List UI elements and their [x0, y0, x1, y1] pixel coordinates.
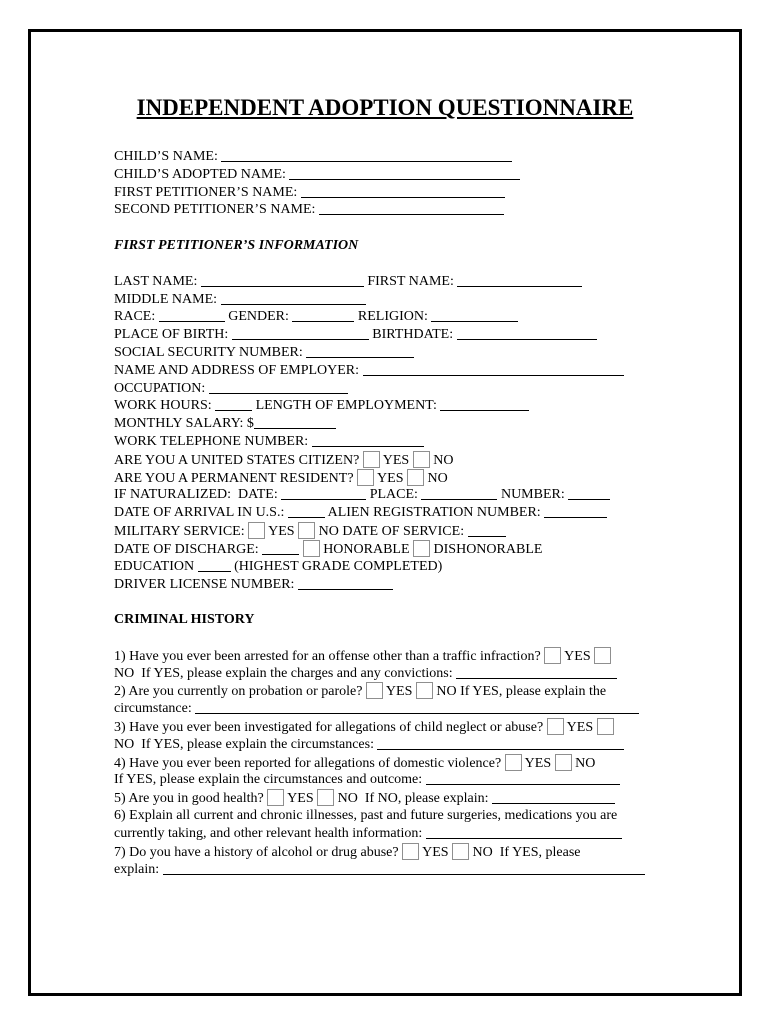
no-label: NO [472, 844, 493, 860]
race-field[interactable] [159, 321, 225, 322]
q4-followup-row [114, 771, 645, 789]
yes-label: YES [377, 470, 404, 486]
date-of-service-field[interactable] [468, 536, 506, 537]
permanent-resident-no-checkbox[interactable] [407, 469, 424, 486]
no-label: NO [433, 452, 454, 468]
us-citizen-yes-checkbox[interactable] [363, 451, 380, 468]
monthly-salary-field[interactable] [254, 428, 336, 429]
q5-followup-text: If NO, please explain: [364, 791, 489, 807]
discharge-honorable-checkbox[interactable] [303, 540, 320, 557]
last-name-field[interactable] [201, 286, 364, 287]
occupation-label: OCCUPATION: [114, 380, 206, 396]
childs-adopted-name-row [114, 166, 645, 184]
discharge-dishonorable-checkbox[interactable] [413, 540, 430, 557]
work-telephone-field[interactable] [312, 446, 424, 447]
us-citizen-no-checkbox[interactable] [413, 451, 430, 468]
q1-no-checkbox[interactable] [594, 647, 611, 664]
q1-explanation-field[interactable] [456, 678, 617, 679]
q4-yes-checkbox[interactable] [505, 754, 522, 771]
q4-no-checkbox[interactable] [555, 754, 572, 771]
education-note: (HIGHEST GRADE COMPLETED) [234, 558, 443, 574]
q4-text: 4) Have you ever been reported for allegations of domestic violence? [114, 755, 502, 771]
q2-text: 2) Are you currently on probation or parole? [114, 684, 363, 700]
place-of-birth-field[interactable] [232, 339, 369, 340]
us-citizen-row [114, 451, 645, 469]
no-label: NO [436, 684, 457, 700]
q4-explanation-field[interactable] [426, 784, 620, 785]
dishonorable-label: DISHONORABLE [433, 541, 543, 557]
yes-label: YES [287, 791, 314, 807]
q6-row [114, 807, 645, 825]
arrival-row [114, 504, 645, 522]
permanent-resident-yes-checkbox[interactable] [357, 469, 374, 486]
naturalized-date-label: IF NATURALIZED: DATE: [114, 487, 278, 503]
no-label: NO [427, 470, 448, 486]
yes-label: YES [268, 524, 295, 540]
q2-yes-checkbox[interactable] [366, 682, 383, 699]
q2-followup-cont-text: circumstance: [114, 701, 192, 717]
birth-row [114, 326, 645, 344]
q5-explanation-field[interactable] [492, 803, 615, 804]
q3-yes-checkbox[interactable] [547, 718, 564, 735]
education-field[interactable] [198, 571, 231, 572]
q5-text: 5) Are you in good health? [114, 791, 264, 807]
form-body [114, 148, 645, 878]
date-of-arrival-label: DATE OF ARRIVAL IN U.S.: [114, 505, 285, 521]
q1-followup-row [114, 665, 645, 683]
honorable-label: HONORABLE [323, 541, 410, 557]
q6-cont-text: currently taking, and other relevant health information: [114, 825, 423, 841]
military-service-no-checkbox[interactable] [298, 522, 315, 539]
occupation-field[interactable] [209, 393, 348, 394]
alien-registration-field[interactable] [544, 517, 607, 518]
q6-text: 6) Explain all current and chronic illnesses, past and future surgeries, medications you are [114, 808, 618, 824]
education-row [114, 558, 645, 576]
yes-label: YES [566, 720, 594, 735]
middle-name-field[interactable] [221, 304, 366, 305]
q7-row [114, 843, 645, 861]
monthly-salary-label: MONTHLY SALARY: $ [114, 416, 254, 432]
alien-registration-label: ALIEN REGISTRATION NUMBER: [327, 505, 541, 521]
yes-label: YES [524, 755, 552, 771]
work-telephone-label: WORK TELEPHONE NUMBER: [114, 434, 309, 449]
childs-adopted-name-label: CHILD’S ADOPTED NAME: [114, 166, 286, 182]
no-label: NO [337, 791, 358, 807]
q3-explanation-field[interactable] [377, 749, 624, 750]
q1-text: 1) Have you ever been arrested for an offense other than a traffic infraction? [114, 648, 541, 664]
driver-license-row [114, 576, 645, 594]
yes-label: YES [382, 452, 410, 468]
q5-no-checkbox[interactable] [317, 789, 334, 806]
military-service-row [114, 522, 645, 540]
birthdate-label: BIRTHDATE: [372, 327, 454, 343]
gender-field[interactable] [292, 321, 354, 322]
q3-row [114, 718, 645, 736]
first-petitioner-name-label: FIRST PETITIONER’S NAME: [114, 184, 298, 200]
q2-row [114, 682, 645, 700]
religion-label: RELIGION: [357, 309, 428, 325]
q1-row [114, 647, 645, 665]
second-petitioner-name-field[interactable] [319, 214, 504, 215]
q7-text: 7) Do you have a history of alcohol or drug abuse? [114, 844, 399, 860]
q2-explanation-field[interactable] [195, 713, 639, 714]
naturalized-number-field[interactable] [568, 499, 610, 500]
no-label: NO [114, 665, 135, 681]
first-petitioner-heading: FIRST PETITIONER’S INFORMATION [114, 238, 359, 254]
naturalized-date-field[interactable] [281, 499, 366, 500]
no-label: NO [318, 524, 339, 540]
name-row [114, 273, 645, 291]
q7-explanation-field[interactable] [163, 874, 645, 875]
place-of-birth-label: PLACE OF BIRTH: [114, 327, 229, 343]
q2-followup-text: If YES, please explain the [460, 684, 607, 700]
naturalized-number-label: NUMBER: [500, 487, 565, 503]
q6-followup-row [114, 825, 645, 843]
permanent-resident-label: ARE YOU A PERMANENT RESIDENT? [114, 470, 354, 486]
q4-row [114, 754, 645, 772]
birthdate-field[interactable] [457, 339, 597, 340]
q7-no-checkbox[interactable] [452, 843, 469, 860]
yes-label: YES [564, 648, 591, 664]
first-petitioner-name-field[interactable] [301, 197, 505, 198]
gender-label: GENDER: [228, 309, 289, 325]
work-hours-field[interactable] [215, 410, 252, 411]
no-label: NO [114, 736, 135, 752]
ssn-label: SOCIAL SECURITY NUMBER: [114, 344, 303, 360]
military-service-yes-checkbox[interactable] [248, 522, 265, 539]
military-service-label: MILITARY SERVICE: [114, 524, 245, 540]
first-name-label: FIRST NAME: [367, 273, 454, 289]
first-petitioner-name-row [114, 184, 645, 202]
q2-followup-row [114, 700, 645, 718]
middle-name-label: MIDDLE NAME: [114, 291, 218, 307]
middle-name-row [114, 291, 645, 309]
q3-followup-row [114, 736, 645, 754]
driver-license-field[interactable] [298, 589, 393, 590]
permanent-resident-row [114, 469, 645, 487]
work-telephone-row [114, 433, 645, 451]
q4-followup-text: If YES, please explain the circumstances and outcome: [114, 772, 423, 788]
q3-followup-text: If YES, please explain the circumstances: [141, 736, 374, 752]
q7-followup-text: If YES, please [499, 844, 581, 860]
no-label: NO [575, 755, 596, 771]
q1-followup-text: If YES, please explain the charges and any convictions: [141, 665, 453, 681]
naturalized-row [114, 486, 645, 504]
ssn-row [114, 344, 645, 362]
naturalized-place-field[interactable] [421, 499, 497, 500]
ssn-field[interactable] [306, 357, 414, 358]
q5-yes-checkbox[interactable] [267, 789, 284, 806]
race-label: RACE: [114, 309, 156, 325]
length-of-employment-label: LENGTH OF EMPLOYMENT: [255, 398, 437, 414]
last-name-label: LAST NAME: [114, 273, 198, 289]
childs-name-field[interactable] [221, 161, 512, 162]
q6-explanation-field[interactable] [426, 838, 622, 839]
employer-row [114, 362, 645, 380]
second-petitioner-name-label: SECOND PETITIONER’S NAME: [114, 202, 316, 218]
date-of-discharge-label: DATE OF DISCHARGE: [114, 541, 259, 557]
driver-license-label: DRIVER LICENSE NUMBER: [114, 576, 295, 592]
naturalized-place-label: PLACE: [369, 487, 418, 503]
q7-followup-row [114, 861, 645, 879]
page-title: INDEPENDENT ADOPTION QUESTIONNAIRE [136, 95, 634, 120]
monthly-salary-row [114, 415, 645, 433]
us-citizen-label: ARE YOU A UNITED STATES CITIZEN? [114, 452, 360, 468]
q7-yes-checkbox[interactable] [402, 843, 419, 860]
q2-no-checkbox[interactable] [416, 682, 433, 699]
date-of-discharge-field[interactable] [262, 554, 299, 555]
employer-label: NAME AND ADDRESS OF EMPLOYER: [114, 362, 360, 378]
length-of-employment-field[interactable] [440, 410, 529, 411]
first-name-field[interactable] [457, 286, 582, 287]
date-of-arrival-field[interactable] [288, 517, 325, 518]
race-gender-religion-row [114, 308, 645, 326]
q5-row [114, 789, 645, 807]
childs-name-label: CHILD’S NAME: [114, 149, 218, 164]
q3-no-checkbox[interactable] [597, 718, 614, 735]
second-petitioner-name-row [114, 201, 645, 219]
religion-field[interactable] [431, 321, 518, 322]
date-of-service-label: DATE OF SERVICE: [342, 524, 465, 540]
education-label: EDUCATION [114, 558, 195, 574]
criminal-history-heading: CRIMINAL HISTORY [114, 612, 255, 628]
work-hours-row [114, 397, 645, 415]
work-hours-label: WORK HOURS: [114, 398, 212, 414]
childs-name-row [114, 148, 645, 166]
employer-field[interactable] [363, 375, 624, 376]
q1-yes-checkbox[interactable] [544, 647, 561, 664]
occupation-row [114, 380, 645, 398]
childs-adopted-name-field[interactable] [289, 179, 520, 180]
q7-followup-cont-text: explain: [114, 861, 160, 877]
yes-label: YES [422, 844, 449, 860]
q3-text: 3) Have you ever been investigated for allegations of child neglect or abuse? [114, 720, 544, 735]
discharge-row [114, 540, 645, 558]
yes-label: YES [385, 684, 413, 700]
